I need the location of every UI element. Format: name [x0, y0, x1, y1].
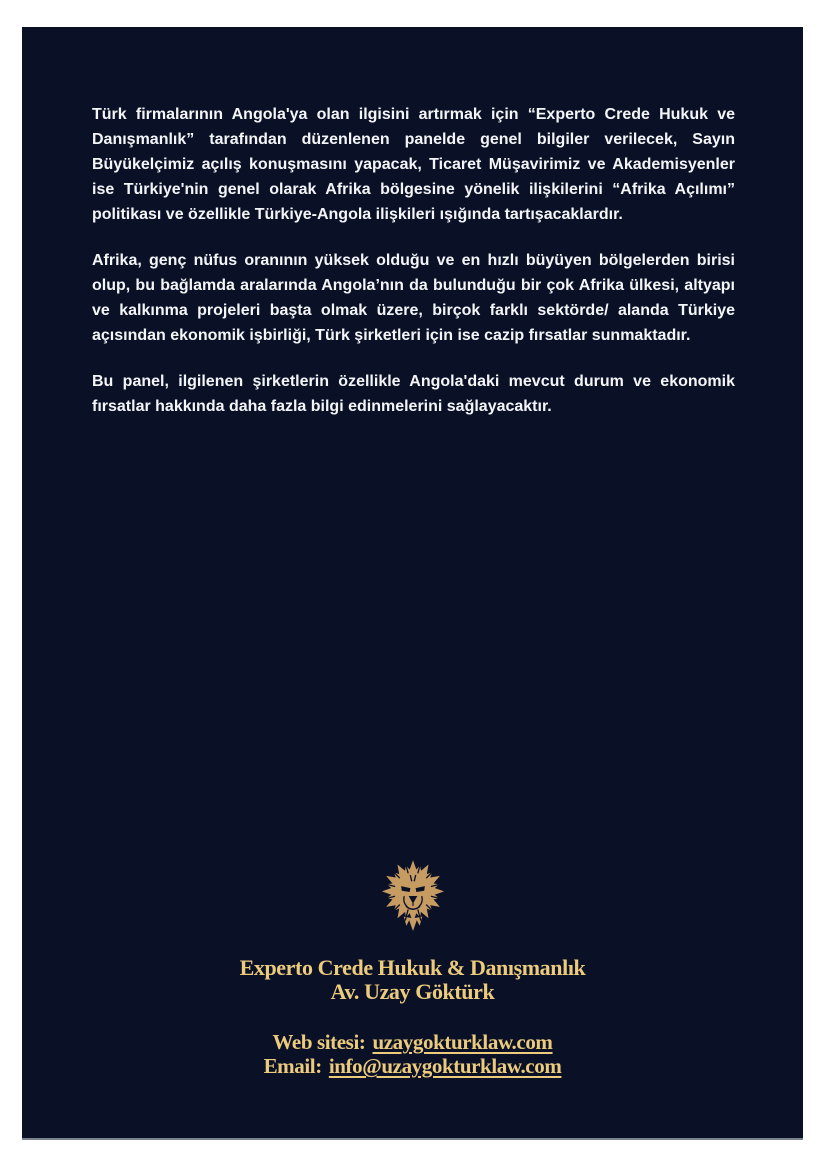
- email-link[interactable]: info@uzaygokturklaw.com: [328, 1054, 562, 1078]
- email-label: Email:: [263, 1054, 322, 1078]
- paragraph-panel-info: Türk firmalarının Angola'ya olan ilgisini artırmak için “Experto Crede Hukuk ve Danışmanlık” tarafından düzenlenen panelde genel bilgiler verilecek, Sayın Büyükelçimiz açılış konuşmasını yapacak, Ticaret Müşavirimiz ve Akademisyenler ise Türkiye'nin genel olarak Afrika bölgesine yönelik ilişkilerini “Afrika Açılımı” politikası ve özellikle Türkiye-Angola ilişkileri ışığında tartışacaklardır.: [92, 106, 735, 223]
- paragraph-africa-growth: Afrika, genç nüfus oranının yüksek olduğu ve en hızlı büyüyen bölgelerden birisi olup, bu bağlamda aralarında Angola’nın da bulunduğu bir çok Afrika ülkesi, altyapı ve kalkınma projeleri başta olmak üzere, birçok farklı sektörde/ alanda Türkiye açısından ekonomik işbirliği, Türk şirketleri için ise cazip fırsatlar sunmaktadır.: [92, 252, 735, 344]
- paragraph-panel-purpose: Bu panel, ilgilenen şirketlerin özellikle Angola'daki mevcut durum ve ekonomik fırsatlar hakkında daha fazla bilgi edinmelerini sağlayacaktır.: [92, 373, 735, 415]
- body-text-block: [92, 102, 735, 440]
- lawyer-name: Av. Uzay Göktürk: [330, 979, 495, 1004]
- email-line: [22, 1054, 803, 1079]
- website-link[interactable]: uzaygokturklaw.com: [372, 1030, 553, 1054]
- lion-head-icon: [380, 857, 446, 935]
- website-label: Web sitesi:: [272, 1030, 366, 1054]
- firm-name: Experto Crede Hukuk & Danışmanlık: [239, 955, 586, 980]
- flyer-page: [22, 27, 803, 1138]
- website-line: [22, 1030, 803, 1055]
